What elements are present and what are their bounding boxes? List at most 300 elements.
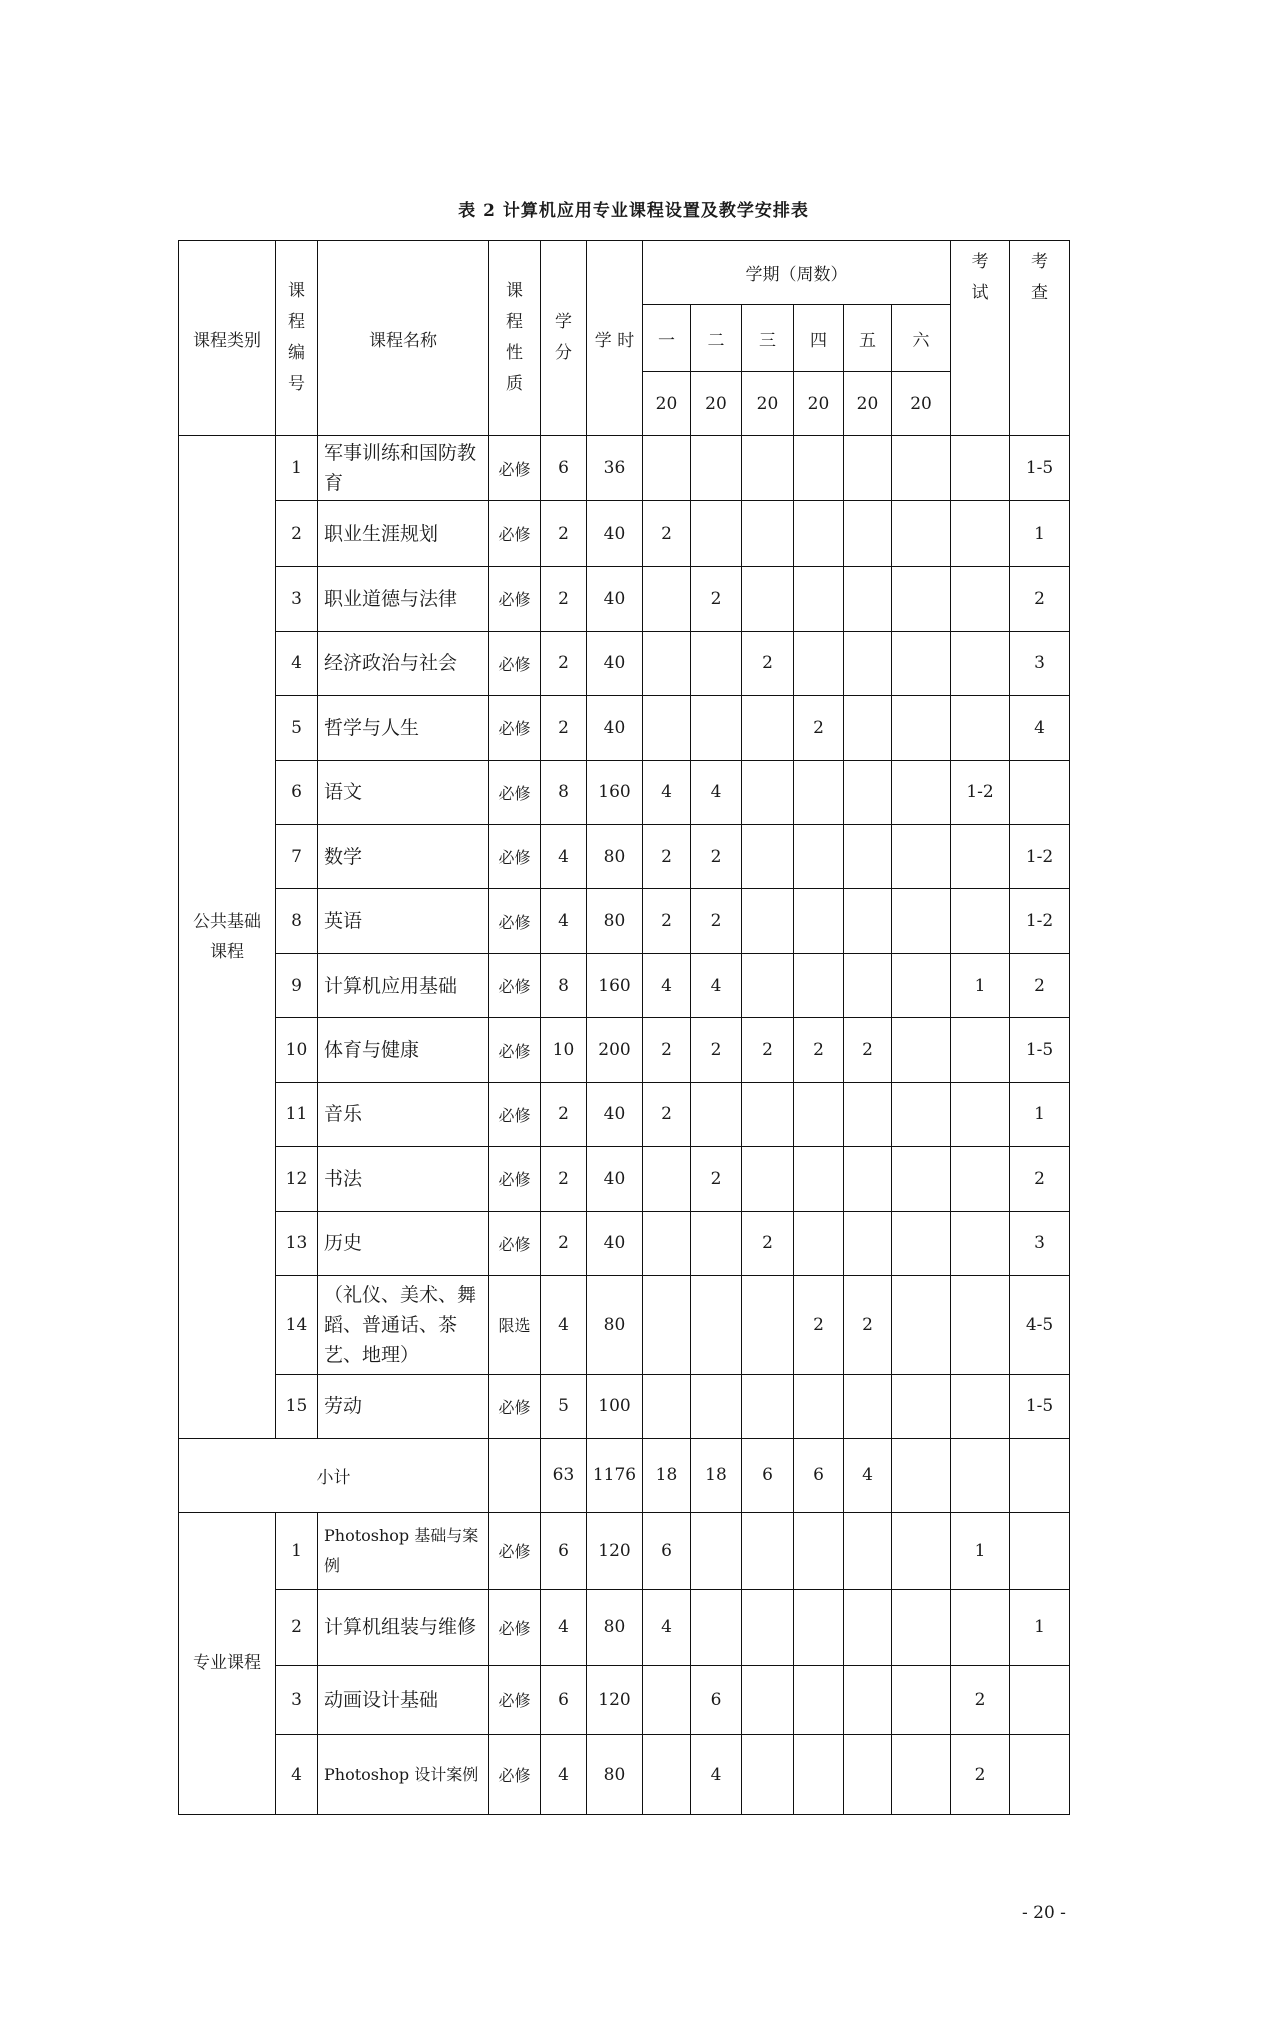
exam-cell [951, 500, 1010, 566]
semester-hours-cell: 2 [794, 696, 844, 760]
semester-hours-cell [794, 889, 844, 953]
header-name: 课程名称 [318, 241, 489, 436]
credit-cell: 6 [541, 436, 587, 500]
credit-cell: 2 [541, 696, 587, 760]
semester-hours-cell [794, 567, 844, 631]
semester-hours-cell: 2 [742, 631, 794, 695]
semester-hours-cell: 2 [643, 1082, 691, 1146]
check-cell: 4 [1010, 696, 1070, 760]
hours-cell: 80 [587, 825, 643, 889]
semester-hours-cell [643, 631, 691, 695]
course-name-cell: 劳动 [318, 1374, 489, 1438]
semester-hours-cell [844, 1147, 892, 1211]
semester-hours-cell: 2 [691, 825, 742, 889]
course-nature-cell: 必修 [489, 1590, 541, 1666]
semester-hours-cell: 2 [643, 889, 691, 953]
semester-hours-cell: 2 [844, 1276, 892, 1375]
hours-cell: 40 [587, 696, 643, 760]
semester-hours-cell [643, 1735, 691, 1815]
semester-hours-cell [844, 953, 892, 1017]
header-category: 课程类别 [179, 241, 276, 436]
course-nature-cell: 必修 [489, 1018, 541, 1082]
header-nature [489, 241, 541, 436]
semester-hours-cell [892, 1018, 951, 1082]
semester-hours-cell [794, 1735, 844, 1815]
semester-hours-cell [892, 953, 951, 1017]
table-row [179, 1018, 1070, 1082]
table-row [179, 567, 1070, 631]
semester-hours-cell [892, 500, 951, 566]
check-cell: 3 [1010, 631, 1070, 695]
course-name-cell: 哲学与人生 [318, 696, 489, 760]
course-name-cell: 体育与健康 [318, 1018, 489, 1082]
course-number-cell: 1 [276, 1512, 318, 1590]
check-cell: 2 [1010, 567, 1070, 631]
check-cell: 2 [1010, 953, 1070, 1017]
course-nature-cell: 必修 [489, 631, 541, 695]
semester-hours-cell [742, 760, 794, 824]
semester-hours-cell [742, 436, 794, 500]
table-row [179, 1276, 1070, 1375]
course-nature-cell: 必修 [489, 1512, 541, 1590]
hours-cell: 80 [587, 889, 643, 953]
table-row [179, 760, 1070, 824]
course-name-cell: （礼仪、美术、舞蹈、普通话、茶艺、地理） [318, 1276, 489, 1375]
credit-cell: 2 [541, 1211, 587, 1275]
header-semester: 学期（周数） [643, 241, 951, 305]
semester-name-cell: 六 [892, 305, 951, 371]
semester-hours-cell [742, 889, 794, 953]
hours-cell: 40 [587, 567, 643, 631]
course-name-cell: 军事训练和国防教育 [318, 436, 489, 500]
semester-hours-cell: 2 [691, 567, 742, 631]
exam-cell: 2 [951, 1665, 1010, 1734]
semester-hours-cell [643, 1374, 691, 1438]
course-nature-cell: 必修 [489, 500, 541, 566]
hours-cell: 40 [587, 500, 643, 566]
header-number [276, 241, 318, 436]
course-nature-cell: 必修 [489, 1211, 541, 1275]
semester-hours-cell [892, 825, 951, 889]
semester-hours-cell: 2 [691, 889, 742, 953]
exam-cell: 1 [951, 1512, 1010, 1590]
semester-hours-cell [794, 1512, 844, 1590]
semester-hours-cell [794, 825, 844, 889]
header-exam [951, 241, 1010, 436]
course-number-cell: 5 [276, 696, 318, 760]
semester-hours-cell [742, 1147, 794, 1211]
semester-hours-cell [794, 1211, 844, 1275]
exam-cell [951, 1211, 1010, 1275]
hours-cell: 40 [587, 1082, 643, 1146]
semester-hours-cell: 4 [643, 953, 691, 1017]
exam-cell [951, 825, 1010, 889]
category-cell: 专业课程 [179, 1512, 276, 1814]
semester-hours-cell [794, 1665, 844, 1734]
hours-cell: 40 [587, 631, 643, 695]
table-row [179, 953, 1070, 1017]
course-schedule-table [178, 240, 1070, 1815]
semester-hours-cell: 2 [844, 1018, 892, 1082]
semester-hours-cell [691, 1512, 742, 1590]
semester-hours-cell [844, 567, 892, 631]
subtotal-credit-cell: 63 [541, 1439, 587, 1513]
semester-hours-cell [691, 1211, 742, 1275]
semester-hours-cell [794, 1082, 844, 1146]
semester-hours-cell: 2 [643, 500, 691, 566]
semester-hours-cell [643, 436, 691, 500]
hours-cell: 200 [587, 1018, 643, 1082]
table-row [179, 631, 1070, 695]
semester-weeks-cell: 20 [794, 371, 844, 435]
semester-hours-cell [844, 696, 892, 760]
exam-cell [951, 436, 1010, 500]
credit-cell: 6 [541, 1512, 587, 1590]
course-nature-cell: 必修 [489, 760, 541, 824]
semester-hours-cell [643, 1276, 691, 1375]
semester-hours-cell [742, 1276, 794, 1375]
category-cell: 公共基础课程 [179, 436, 276, 1439]
exam-cell: 1 [951, 953, 1010, 1017]
semester-hours-cell [892, 631, 951, 695]
credit-cell: 6 [541, 1665, 587, 1734]
semester-hours-cell [643, 1147, 691, 1211]
course-number-cell: 4 [276, 1735, 318, 1815]
semester-hours-cell: 6 [643, 1512, 691, 1590]
semester-weeks-cell: 20 [742, 371, 794, 435]
check-cell: 1-5 [1010, 1018, 1070, 1082]
credit-cell: 4 [541, 825, 587, 889]
check-cell [1010, 1665, 1070, 1734]
semester-weeks-cell: 20 [844, 371, 892, 435]
header-exam-text: 考试 [971, 252, 989, 303]
exam-cell [951, 889, 1010, 953]
course-number-cell: 6 [276, 760, 318, 824]
semester-hours-cell [691, 436, 742, 500]
semester-hours-cell [794, 1147, 844, 1211]
hours-cell: 160 [587, 953, 643, 1017]
semester-hours-cell: 2 [691, 1147, 742, 1211]
semester-hours-cell [892, 1374, 951, 1438]
course-name-cell: 英语 [318, 889, 489, 953]
course-number-cell: 10 [276, 1018, 318, 1082]
credit-cell: 4 [541, 1735, 587, 1815]
semester-hours-cell [691, 500, 742, 566]
exam-cell [951, 1018, 1010, 1082]
credit-cell: 4 [541, 1276, 587, 1375]
header-credits [541, 241, 587, 436]
table-row [179, 696, 1070, 760]
semester-hours-cell [742, 953, 794, 1017]
semester-hours-cell [844, 1735, 892, 1815]
semester-hours-cell: 2 [794, 1276, 844, 1375]
subtotal-semester-cell: 18 [691, 1439, 742, 1513]
subtotal-semester-cell [892, 1439, 951, 1513]
table-row [179, 500, 1070, 566]
course-name-cell: 计算机应用基础 [318, 953, 489, 1017]
course-nature-cell: 必修 [489, 436, 541, 500]
course-number-cell: 12 [276, 1147, 318, 1211]
semester-hours-cell [892, 760, 951, 824]
semester-hours-cell [892, 1276, 951, 1375]
course-nature-cell: 必修 [489, 696, 541, 760]
credit-cell: 5 [541, 1374, 587, 1438]
course-name-cell: Photoshop 基础与案例 [318, 1512, 489, 1590]
course-nature-cell: 必修 [489, 1665, 541, 1734]
table-row [179, 1665, 1070, 1734]
course-nature-cell: 必修 [489, 1735, 541, 1815]
course-name-cell: Photoshop 设计案例 [318, 1735, 489, 1815]
semester-hours-cell [643, 1211, 691, 1275]
semester-hours-cell: 4 [643, 760, 691, 824]
semester-hours-cell [844, 500, 892, 566]
subtotal-row [179, 1439, 1070, 1513]
hours-cell: 80 [587, 1735, 643, 1815]
semester-hours-cell [892, 1147, 951, 1211]
course-name-cell: 经济政治与社会 [318, 631, 489, 695]
table-row [179, 1082, 1070, 1146]
semester-hours-cell [643, 696, 691, 760]
hours-cell: 36 [587, 436, 643, 500]
semester-hours-cell [794, 500, 844, 566]
semester-hours-cell [742, 567, 794, 631]
subtotal-semester-cell: 4 [844, 1439, 892, 1513]
semester-hours-cell: 4 [691, 953, 742, 1017]
header-credits-text: 学分 [555, 312, 572, 364]
semester-hours-cell [691, 696, 742, 760]
semester-hours-cell [643, 1665, 691, 1734]
course-number-cell: 13 [276, 1211, 318, 1275]
course-number-cell: 3 [276, 567, 318, 631]
course-number-cell: 7 [276, 825, 318, 889]
semester-hours-cell: 2 [643, 1018, 691, 1082]
semester-hours-cell [844, 1665, 892, 1734]
exam-cell [951, 631, 1010, 695]
semester-hours-cell: 4 [643, 1590, 691, 1666]
table-row [179, 825, 1070, 889]
semester-hours-cell [742, 1665, 794, 1734]
semester-hours-cell [892, 1082, 951, 1146]
credit-cell: 4 [541, 889, 587, 953]
exam-cell [951, 1276, 1010, 1375]
table-row [179, 1735, 1070, 1815]
semester-hours-cell: 2 [742, 1018, 794, 1082]
course-name-cell: 职业生涯规划 [318, 500, 489, 566]
semester-name-cell: 五 [844, 305, 892, 371]
semester-hours-cell [892, 1211, 951, 1275]
exam-cell [951, 1374, 1010, 1438]
course-name-cell: 书法 [318, 1147, 489, 1211]
semester-hours-cell [691, 631, 742, 695]
page-number: - 20 - [1022, 1903, 1066, 1923]
semester-hours-cell [892, 1590, 951, 1666]
course-name-cell: 动画设计基础 [318, 1665, 489, 1734]
credit-cell: 2 [541, 500, 587, 566]
semester-hours-cell [742, 1590, 794, 1666]
check-cell [1010, 1735, 1070, 1815]
table-row [179, 1512, 1070, 1590]
semester-weeks-cell: 20 [643, 371, 691, 435]
semester-hours-cell [844, 1082, 892, 1146]
course-name-cell: 数学 [318, 825, 489, 889]
exam-cell: 1-2 [951, 760, 1010, 824]
semester-hours-cell [892, 567, 951, 631]
check-cell: 1-2 [1010, 889, 1070, 953]
check-cell [1010, 760, 1070, 824]
course-nature-cell: 限选 [489, 1276, 541, 1375]
semester-hours-cell [794, 953, 844, 1017]
check-cell: 1-5 [1010, 436, 1070, 500]
semester-hours-cell [892, 1735, 951, 1815]
subtotal-semester-cell: 6 [742, 1439, 794, 1513]
semester-hours-cell [844, 825, 892, 889]
credit-cell: 8 [541, 760, 587, 824]
exam-cell: 2 [951, 1735, 1010, 1815]
hours-cell: 160 [587, 760, 643, 824]
header-check-text: 考查 [1031, 252, 1049, 303]
semester-hours-cell [742, 1374, 794, 1438]
check-cell [1010, 1512, 1070, 1590]
semester-hours-cell [794, 436, 844, 500]
credit-cell: 2 [541, 1082, 587, 1146]
subtotal-semester-cell: 18 [643, 1439, 691, 1513]
course-number-cell: 3 [276, 1665, 318, 1734]
semester-hours-cell [691, 1082, 742, 1146]
check-cell: 3 [1010, 1211, 1070, 1275]
semester-hours-cell [892, 1512, 951, 1590]
semester-hours-cell [892, 696, 951, 760]
course-number-cell: 4 [276, 631, 318, 695]
semester-weeks-cell: 20 [892, 371, 951, 435]
semester-hours-cell [844, 889, 892, 953]
table-row [179, 436, 1070, 500]
semester-name-cell: 二 [691, 305, 742, 371]
semester-hours-cell: 6 [691, 1665, 742, 1734]
table-title: 表 2 计算机应用专业课程设置及教学安排表 [458, 201, 809, 221]
course-name-cell: 音乐 [318, 1082, 489, 1146]
course-nature-cell: 必修 [489, 953, 541, 1017]
credit-cell: 2 [541, 631, 587, 695]
semester-hours-cell [742, 1512, 794, 1590]
header-nature-text: 课程性质 [506, 281, 523, 395]
check-cell: 2 [1010, 1147, 1070, 1211]
exam-cell [951, 696, 1010, 760]
semester-name-cell: 四 [794, 305, 844, 371]
hours-cell: 120 [587, 1512, 643, 1590]
course-nature-cell: 必修 [489, 825, 541, 889]
course-nature-cell: 必修 [489, 567, 541, 631]
credit-cell: 8 [541, 953, 587, 1017]
course-number-cell: 1 [276, 436, 318, 500]
hours-cell: 80 [587, 1590, 643, 1666]
hours-cell: 100 [587, 1374, 643, 1438]
hours-cell: 40 [587, 1211, 643, 1275]
semester-hours-cell: 2 [742, 1211, 794, 1275]
course-nature-cell: 必修 [489, 1147, 541, 1211]
course-number-cell: 2 [276, 500, 318, 566]
semester-hours-cell [691, 1590, 742, 1666]
semester-hours-cell [794, 631, 844, 695]
course-name-cell: 语文 [318, 760, 489, 824]
subtotal-check-cell [1010, 1439, 1070, 1513]
credit-cell: 2 [541, 1147, 587, 1211]
course-name-cell: 计算机组装与维修 [318, 1590, 489, 1666]
semester-hours-cell: 2 [691, 1018, 742, 1082]
hours-cell: 40 [587, 1147, 643, 1211]
header-check [1010, 241, 1070, 436]
semester-hours-cell [643, 567, 691, 631]
semester-name-cell: 一 [643, 305, 691, 371]
semester-hours-cell [742, 825, 794, 889]
course-number-cell: 11 [276, 1082, 318, 1146]
course-nature-cell: 必修 [489, 1374, 541, 1438]
check-cell: 1-2 [1010, 825, 1070, 889]
semester-hours-cell [794, 760, 844, 824]
semester-hours-cell [742, 696, 794, 760]
subtotal-nature-cell [489, 1439, 541, 1513]
exam-cell [951, 1082, 1010, 1146]
check-cell: 1-5 [1010, 1374, 1070, 1438]
semester-hours-cell: 2 [794, 1018, 844, 1082]
header-row-1 [179, 241, 1070, 305]
semester-weeks-cell: 20 [691, 371, 742, 435]
check-cell: 1 [1010, 1082, 1070, 1146]
course-number-cell: 2 [276, 1590, 318, 1666]
table-row [179, 1147, 1070, 1211]
table-row [179, 1374, 1070, 1438]
subtotal-semester-cell: 6 [794, 1439, 844, 1513]
semester-hours-cell [844, 1374, 892, 1438]
semester-hours-cell [844, 760, 892, 824]
subtotal-exam-cell [951, 1439, 1010, 1513]
semester-hours-cell [742, 1735, 794, 1815]
subtotal-hours-cell: 1176 [587, 1439, 643, 1513]
check-cell: 1 [1010, 1590, 1070, 1666]
semester-name-cell: 三 [742, 305, 794, 371]
semester-hours-cell [794, 1590, 844, 1666]
semester-hours-cell [844, 1590, 892, 1666]
course-name-cell: 职业道德与法律 [318, 567, 489, 631]
semester-hours-cell [844, 1211, 892, 1275]
table-row [179, 1211, 1070, 1275]
semester-hours-cell [892, 436, 951, 500]
hours-cell: 120 [587, 1665, 643, 1734]
exam-cell [951, 1590, 1010, 1666]
semester-hours-cell [794, 1374, 844, 1438]
semester-hours-cell [691, 1276, 742, 1375]
semester-hours-cell [892, 889, 951, 953]
course-nature-cell: 必修 [489, 889, 541, 953]
table-row [179, 889, 1070, 953]
header-hours: 学 时 [587, 241, 643, 436]
credit-cell: 10 [541, 1018, 587, 1082]
credit-cell: 2 [541, 567, 587, 631]
check-cell: 1 [1010, 500, 1070, 566]
semester-hours-cell: 2 [643, 825, 691, 889]
semester-hours-cell: 4 [691, 760, 742, 824]
semester-hours-cell [844, 436, 892, 500]
course-number-cell: 8 [276, 889, 318, 953]
header-number-text: 课程编号 [288, 281, 305, 395]
semester-hours-cell [844, 631, 892, 695]
semester-hours-cell [691, 1374, 742, 1438]
semester-hours-cell [742, 1082, 794, 1146]
hours-cell: 80 [587, 1276, 643, 1375]
semester-hours-cell: 4 [691, 1735, 742, 1815]
semester-hours-cell [892, 1665, 951, 1734]
exam-cell [951, 1147, 1010, 1211]
semester-hours-cell [844, 1512, 892, 1590]
